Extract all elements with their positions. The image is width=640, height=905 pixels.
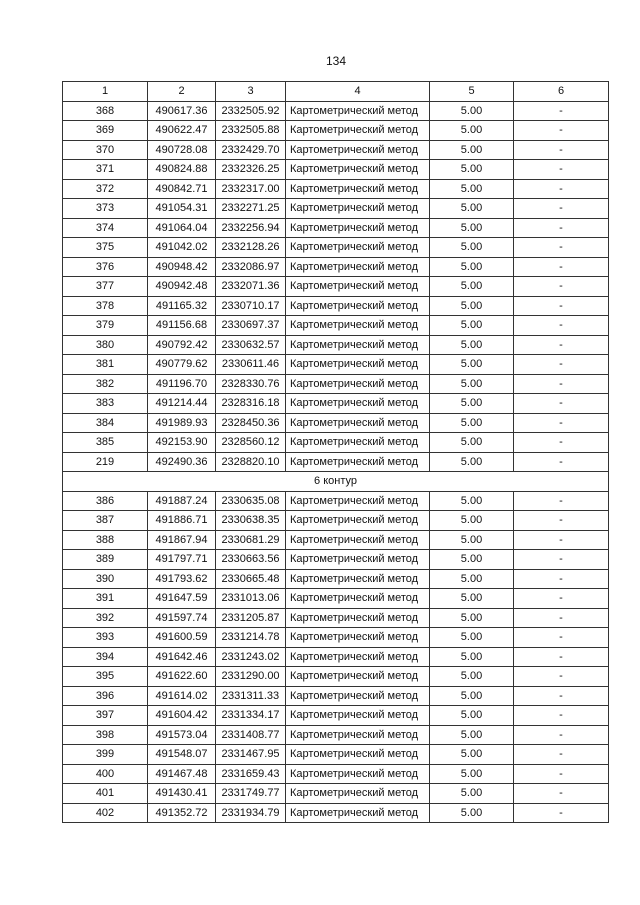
accuracy-cell: 5.00	[430, 316, 514, 336]
accuracy-cell: 5.00	[430, 745, 514, 765]
point-number-cell: 377	[63, 277, 148, 297]
table-row	[63, 394, 609, 414]
x-coordinate-cell: 491793.62	[148, 569, 216, 589]
note-cell: -	[514, 433, 609, 453]
table-row	[63, 608, 609, 628]
note-cell: -	[514, 511, 609, 531]
y-coordinate-cell: 2330632.57	[216, 335, 286, 355]
table-row	[63, 277, 609, 297]
y-coordinate-cell: 2328820.10	[216, 452, 286, 472]
column-header: 2	[148, 82, 216, 102]
y-coordinate-cell: 2330663.56	[216, 550, 286, 570]
accuracy-cell: 5.00	[430, 374, 514, 394]
x-coordinate-cell: 491797.71	[148, 550, 216, 570]
x-coordinate-cell: 491054.31	[148, 199, 216, 219]
accuracy-cell: 5.00	[430, 725, 514, 745]
table-row	[63, 238, 609, 258]
x-coordinate-cell: 491156.68	[148, 316, 216, 336]
point-number-cell: 395	[63, 667, 148, 687]
accuracy-cell: 5.00	[430, 511, 514, 531]
table-row	[63, 550, 609, 570]
x-coordinate-cell: 491600.59	[148, 628, 216, 648]
x-coordinate-cell: 491989.93	[148, 413, 216, 433]
table-row	[63, 199, 609, 219]
y-coordinate-cell: 2330681.29	[216, 530, 286, 550]
x-coordinate-cell: 492153.90	[148, 433, 216, 453]
method-cell: Картометрический метод	[286, 784, 430, 804]
note-cell: -	[514, 121, 609, 141]
point-number-cell: 397	[63, 706, 148, 726]
table-row	[63, 121, 609, 141]
x-coordinate-cell: 490728.08	[148, 140, 216, 160]
x-coordinate-cell: 490948.42	[148, 257, 216, 277]
x-coordinate-cell: 490622.47	[148, 121, 216, 141]
method-cell: Картометрический метод	[286, 589, 430, 609]
method-cell: Картометрический метод	[286, 179, 430, 199]
point-number-cell: 374	[63, 218, 148, 238]
note-cell: -	[514, 316, 609, 336]
method-cell: Картометрический метод	[286, 569, 430, 589]
table-row	[63, 452, 609, 472]
accuracy-cell: 5.00	[430, 550, 514, 570]
accuracy-cell: 5.00	[430, 140, 514, 160]
note-cell: -	[514, 608, 609, 628]
y-coordinate-cell: 2328330.76	[216, 374, 286, 394]
note-cell: -	[514, 355, 609, 375]
method-cell: Картометрический метод	[286, 316, 430, 336]
table-row	[63, 589, 609, 609]
x-coordinate-cell: 491604.42	[148, 706, 216, 726]
y-coordinate-cell: 2332271.25	[216, 199, 286, 219]
note-cell: -	[514, 277, 609, 297]
point-number-cell: 385	[63, 433, 148, 453]
point-number-cell: 390	[63, 569, 148, 589]
accuracy-cell: 5.00	[430, 160, 514, 180]
point-number-cell: 375	[63, 238, 148, 258]
note-cell: -	[514, 745, 609, 765]
table-row	[63, 140, 609, 160]
note-cell: -	[514, 218, 609, 238]
y-coordinate-cell: 2328560.12	[216, 433, 286, 453]
note-cell: -	[514, 589, 609, 609]
point-number-cell: 373	[63, 199, 148, 219]
x-coordinate-cell: 491467.48	[148, 764, 216, 784]
x-coordinate-cell: 491573.04	[148, 725, 216, 745]
accuracy-cell: 5.00	[430, 706, 514, 726]
y-coordinate-cell: 2331659.43	[216, 764, 286, 784]
table-row	[63, 218, 609, 238]
y-coordinate-cell: 2331013.06	[216, 589, 286, 609]
table-row	[63, 706, 609, 726]
method-cell: Картометрический метод	[286, 355, 430, 375]
y-coordinate-cell: 2330635.08	[216, 491, 286, 511]
point-number-cell: 370	[63, 140, 148, 160]
accuracy-cell: 5.00	[430, 628, 514, 648]
note-cell: -	[514, 452, 609, 472]
method-cell: Картометрический метод	[286, 277, 430, 297]
column-header: 3	[216, 82, 286, 102]
y-coordinate-cell: 2328316.18	[216, 394, 286, 414]
note-cell: -	[514, 140, 609, 160]
method-cell: Картометрический метод	[286, 745, 430, 765]
point-number-cell: 381	[63, 355, 148, 375]
point-number-cell: 399	[63, 745, 148, 765]
y-coordinate-cell: 2332086.97	[216, 257, 286, 277]
accuracy-cell: 5.00	[430, 101, 514, 121]
coordinates-table	[62, 81, 609, 823]
x-coordinate-cell: 491647.59	[148, 589, 216, 609]
note-cell: -	[514, 101, 609, 121]
x-coordinate-cell: 491622.60	[148, 667, 216, 687]
table-row	[63, 491, 609, 511]
y-coordinate-cell: 2332317.00	[216, 179, 286, 199]
table-row	[63, 413, 609, 433]
table-row	[63, 803, 609, 823]
note-cell: -	[514, 413, 609, 433]
method-cell: Картометрический метод	[286, 550, 430, 570]
y-coordinate-cell: 2331214.78	[216, 628, 286, 648]
method-cell: Картометрический метод	[286, 121, 430, 141]
table-row	[63, 160, 609, 180]
y-coordinate-cell: 2332256.94	[216, 218, 286, 238]
y-coordinate-cell: 2331334.17	[216, 706, 286, 726]
method-cell: Картометрический метод	[286, 374, 430, 394]
table-row	[63, 374, 609, 394]
x-coordinate-cell: 492490.36	[148, 452, 216, 472]
point-number-cell: 380	[63, 335, 148, 355]
y-coordinate-cell: 2330710.17	[216, 296, 286, 316]
note-cell: -	[514, 491, 609, 511]
x-coordinate-cell: 491597.74	[148, 608, 216, 628]
method-cell: Картометрический метод	[286, 647, 430, 667]
accuracy-cell: 5.00	[430, 394, 514, 414]
method-cell: Картометрический метод	[286, 140, 430, 160]
point-number-cell: 219	[63, 452, 148, 472]
table-row	[63, 179, 609, 199]
accuracy-cell: 5.00	[430, 589, 514, 609]
section-divider	[63, 472, 609, 492]
point-number-cell: 376	[63, 257, 148, 277]
point-number-cell: 391	[63, 589, 148, 609]
point-number-cell: 401	[63, 784, 148, 804]
note-cell: -	[514, 374, 609, 394]
accuracy-cell: 5.00	[430, 491, 514, 511]
point-number-cell: 368	[63, 101, 148, 121]
table-row	[63, 257, 609, 277]
accuracy-cell: 5.00	[430, 218, 514, 238]
accuracy-cell: 5.00	[430, 121, 514, 141]
method-cell: Картометрический метод	[286, 511, 430, 531]
y-coordinate-cell: 2332505.92	[216, 101, 286, 121]
point-number-cell: 389	[63, 550, 148, 570]
accuracy-cell: 5.00	[430, 647, 514, 667]
method-cell: Картометрический метод	[286, 296, 430, 316]
accuracy-cell: 5.00	[430, 277, 514, 297]
y-coordinate-cell: 2332505.88	[216, 121, 286, 141]
method-cell: Картометрический метод	[286, 394, 430, 414]
accuracy-cell: 5.00	[430, 433, 514, 453]
y-coordinate-cell: 2331749.77	[216, 784, 286, 804]
point-number-cell: 384	[63, 413, 148, 433]
x-coordinate-cell: 491887.24	[148, 491, 216, 511]
note-cell: -	[514, 394, 609, 414]
column-header: 4	[286, 82, 430, 102]
x-coordinate-cell: 491886.71	[148, 511, 216, 531]
page-number: 134	[325, 54, 347, 68]
accuracy-cell: 5.00	[430, 569, 514, 589]
y-coordinate-cell: 2331290.00	[216, 667, 286, 687]
method-cell: Картометрический метод	[286, 706, 430, 726]
method-cell: Картометрический метод	[286, 764, 430, 784]
accuracy-cell: 5.00	[430, 452, 514, 472]
point-number-cell: 387	[63, 511, 148, 531]
method-cell: Картометрический метод	[286, 628, 430, 648]
column-header: 1	[63, 82, 148, 102]
note-cell: -	[514, 803, 609, 823]
point-number-cell: 398	[63, 725, 148, 745]
accuracy-cell: 5.00	[430, 608, 514, 628]
note-cell: -	[514, 530, 609, 550]
x-coordinate-cell: 491165.32	[148, 296, 216, 316]
accuracy-cell: 5.00	[430, 784, 514, 804]
y-coordinate-cell: 2331467.95	[216, 745, 286, 765]
method-cell: Картометрический метод	[286, 101, 430, 121]
x-coordinate-cell: 491430.41	[148, 784, 216, 804]
point-number-cell: 369	[63, 121, 148, 141]
accuracy-cell: 5.00	[430, 257, 514, 277]
method-cell: Картометрический метод	[286, 199, 430, 219]
table-row	[63, 296, 609, 316]
y-coordinate-cell: 2331408.77	[216, 725, 286, 745]
note-cell: -	[514, 706, 609, 726]
accuracy-cell: 5.00	[430, 686, 514, 706]
method-cell: Картометрический метод	[286, 530, 430, 550]
note-cell: -	[514, 335, 609, 355]
note-cell: -	[514, 686, 609, 706]
table-row	[63, 764, 609, 784]
x-coordinate-cell: 490824.88	[148, 160, 216, 180]
point-number-cell: 402	[63, 803, 148, 823]
x-coordinate-cell: 491064.04	[148, 218, 216, 238]
accuracy-cell: 5.00	[430, 764, 514, 784]
note-cell: -	[514, 550, 609, 570]
x-coordinate-cell: 491548.07	[148, 745, 216, 765]
y-coordinate-cell: 2331934.79	[216, 803, 286, 823]
x-coordinate-cell: 491614.02	[148, 686, 216, 706]
table-row	[63, 355, 609, 375]
table-row	[63, 101, 609, 121]
method-cell: Картометрический метод	[286, 238, 430, 258]
method-cell: Картометрический метод	[286, 491, 430, 511]
note-cell: -	[514, 628, 609, 648]
point-number-cell: 372	[63, 179, 148, 199]
point-number-cell: 394	[63, 647, 148, 667]
x-coordinate-cell: 490779.62	[148, 355, 216, 375]
table-row	[63, 335, 609, 355]
accuracy-cell: 5.00	[430, 803, 514, 823]
note-cell: -	[514, 667, 609, 687]
y-coordinate-cell: 2331311.33	[216, 686, 286, 706]
table-row	[63, 667, 609, 687]
note-cell: -	[514, 160, 609, 180]
table-body-part1	[63, 101, 609, 472]
note-cell: -	[514, 257, 609, 277]
table-row	[63, 784, 609, 804]
y-coordinate-cell: 2330611.46	[216, 355, 286, 375]
point-number-cell: 393	[63, 628, 148, 648]
note-cell: -	[514, 764, 609, 784]
section-label: 6 контур	[63, 472, 609, 492]
point-number-cell: 378	[63, 296, 148, 316]
y-coordinate-cell: 2332071.36	[216, 277, 286, 297]
point-number-cell: 382	[63, 374, 148, 394]
x-coordinate-cell: 490792.42	[148, 335, 216, 355]
point-number-cell: 388	[63, 530, 148, 550]
point-number-cell: 386	[63, 491, 148, 511]
table-row	[63, 745, 609, 765]
x-coordinate-cell: 491642.46	[148, 647, 216, 667]
accuracy-cell: 5.00	[430, 335, 514, 355]
note-cell: -	[514, 784, 609, 804]
x-coordinate-cell: 491042.02	[148, 238, 216, 258]
table-row	[63, 628, 609, 648]
method-cell: Картометрический метод	[286, 686, 430, 706]
table-row	[63, 530, 609, 550]
method-cell: Картометрический метод	[286, 667, 430, 687]
table-row	[63, 569, 609, 589]
method-cell: Картометрический метод	[286, 452, 430, 472]
x-coordinate-cell: 491196.70	[148, 374, 216, 394]
y-coordinate-cell: 2331243.02	[216, 647, 286, 667]
table-row	[63, 725, 609, 745]
note-cell: -	[514, 296, 609, 316]
x-coordinate-cell: 491352.72	[148, 803, 216, 823]
accuracy-cell: 5.00	[430, 238, 514, 258]
accuracy-cell: 5.00	[430, 296, 514, 316]
note-cell: -	[514, 199, 609, 219]
x-coordinate-cell: 490617.36	[148, 101, 216, 121]
method-cell: Картометрический метод	[286, 413, 430, 433]
y-coordinate-cell: 2331205.87	[216, 608, 286, 628]
column-header: 6	[514, 82, 609, 102]
table-row	[63, 511, 609, 531]
table-row	[63, 316, 609, 336]
x-coordinate-cell: 491867.94	[148, 530, 216, 550]
note-cell: -	[514, 179, 609, 199]
note-cell: -	[514, 238, 609, 258]
point-number-cell: 383	[63, 394, 148, 414]
method-cell: Картометрический метод	[286, 433, 430, 453]
accuracy-cell: 5.00	[430, 413, 514, 433]
table-row	[63, 433, 609, 453]
y-coordinate-cell: 2332326.25	[216, 160, 286, 180]
note-cell: -	[514, 647, 609, 667]
table-row	[63, 647, 609, 667]
x-coordinate-cell: 491214.44	[148, 394, 216, 414]
x-coordinate-cell: 490842.71	[148, 179, 216, 199]
y-coordinate-cell: 2330665.48	[216, 569, 286, 589]
table-header-row	[63, 82, 609, 102]
accuracy-cell: 5.00	[430, 199, 514, 219]
note-cell: -	[514, 725, 609, 745]
point-number-cell: 396	[63, 686, 148, 706]
method-cell: Картометрический метод	[286, 160, 430, 180]
x-coordinate-cell: 490942.48	[148, 277, 216, 297]
method-cell: Картометрический метод	[286, 725, 430, 745]
y-coordinate-cell: 2332128.26	[216, 238, 286, 258]
method-cell: Картометрический метод	[286, 218, 430, 238]
point-number-cell: 371	[63, 160, 148, 180]
method-cell: Картометрический метод	[286, 608, 430, 628]
accuracy-cell: 5.00	[430, 179, 514, 199]
y-coordinate-cell: 2330638.35	[216, 511, 286, 531]
point-number-cell: 392	[63, 608, 148, 628]
section-row	[63, 472, 609, 492]
point-number-cell: 379	[63, 316, 148, 336]
accuracy-cell: 5.00	[430, 530, 514, 550]
column-header: 5	[430, 82, 514, 102]
accuracy-cell: 5.00	[430, 667, 514, 687]
method-cell: Картометрический метод	[286, 803, 430, 823]
point-number-cell: 400	[63, 764, 148, 784]
note-cell: -	[514, 569, 609, 589]
method-cell: Картометрический метод	[286, 335, 430, 355]
y-coordinate-cell: 2328450.36	[216, 413, 286, 433]
y-coordinate-cell: 2330697.37	[216, 316, 286, 336]
table-body-part2	[63, 491, 609, 823]
table-row	[63, 686, 609, 706]
method-cell: Картометрический метод	[286, 257, 430, 277]
y-coordinate-cell: 2332429.70	[216, 140, 286, 160]
accuracy-cell: 5.00	[430, 355, 514, 375]
